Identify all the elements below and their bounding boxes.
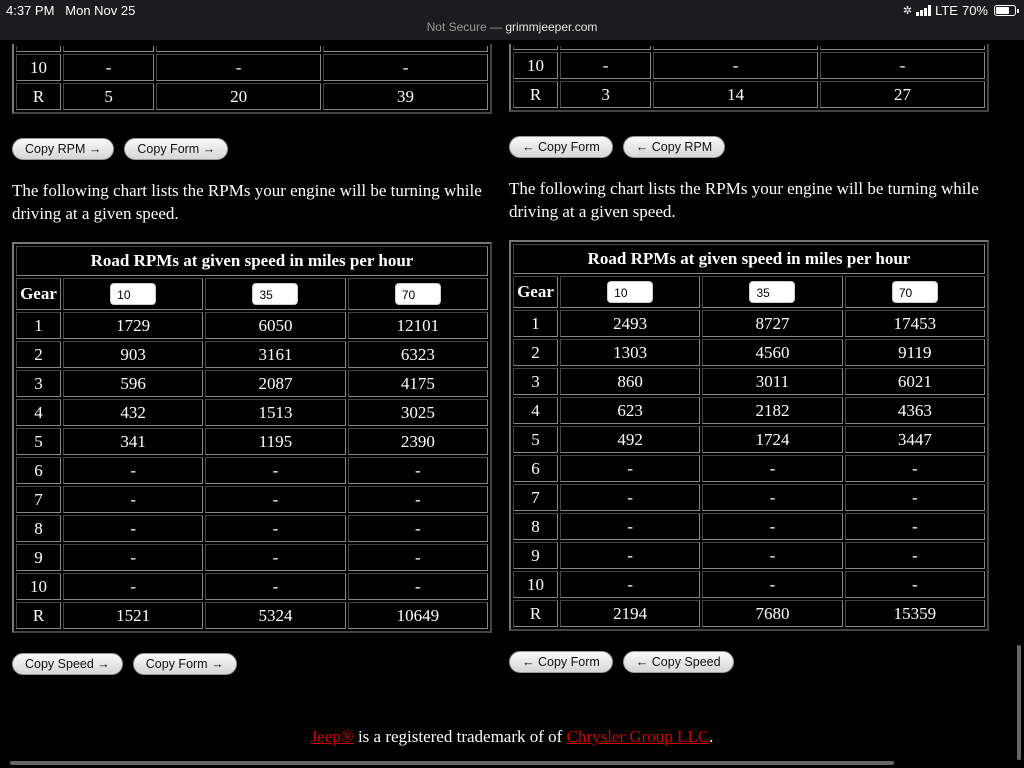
gear-cell: R [513, 81, 558, 108]
gear-cell: 9 [513, 542, 558, 569]
top-partial-table [509, 44, 989, 112]
table-row [16, 486, 488, 513]
value-cell: 1303 [560, 339, 700, 366]
footer-text: is a registered trademark of of [353, 727, 567, 746]
status-time [6, 3, 135, 18]
value-cell: - [63, 457, 203, 484]
value-cell: - [348, 457, 488, 484]
gear-cell: 4 [16, 399, 61, 426]
value-cell: - [63, 515, 203, 542]
table-row [513, 81, 985, 108]
security-label: Not Secure [426, 20, 487, 34]
copy-speed-button[interactable]: ← Copy Speed [623, 651, 734, 673]
table-row [513, 455, 985, 482]
table-body [16, 312, 488, 629]
gear-cell: 6 [16, 457, 61, 484]
value-cell: - [63, 573, 203, 600]
table-row [16, 573, 488, 600]
table-cell [156, 46, 321, 52]
value-cell: 6323 [348, 341, 488, 368]
footer-period: . [709, 727, 714, 746]
value-cell: - [205, 515, 345, 542]
value-cell: - [205, 573, 345, 600]
speed-input-2[interactable]: 35 [749, 281, 795, 303]
table-row [16, 457, 488, 484]
table-row [513, 542, 985, 569]
value-cell: 17453 [845, 310, 985, 337]
left-column [12, 40, 502, 675]
table-row [16, 312, 488, 339]
status-bar [0, 0, 1024, 40]
bottom-button-row [509, 651, 999, 673]
value-cell: 20 [156, 83, 321, 110]
value-cell: 903 [63, 341, 203, 368]
top-partial-table [12, 44, 492, 114]
gear-cell: R [16, 602, 61, 629]
table-row [16, 83, 488, 110]
table-row [16, 602, 488, 629]
gear-cell: 3 [513, 368, 558, 395]
url-separator: — [490, 20, 502, 34]
table-cell [63, 46, 154, 52]
value-cell: - [348, 486, 488, 513]
table-row [513, 571, 985, 598]
value-cell: - [702, 513, 842, 540]
road-rpm-table [12, 242, 492, 633]
top-button-row [12, 138, 502, 160]
table-row [513, 368, 985, 395]
value-cell: - [63, 544, 203, 571]
value-cell: - [205, 544, 345, 571]
value-cell: 2182 [702, 397, 842, 424]
gear-cell: 2 [16, 341, 61, 368]
speed-header [560, 276, 700, 308]
value-cell: - [702, 455, 842, 482]
vertical-scrollbar[interactable] [1017, 645, 1021, 760]
value-cell: - [845, 571, 985, 598]
table-row [513, 484, 985, 511]
top-button-row [509, 136, 999, 158]
table-cell [560, 46, 651, 50]
value-cell: - [845, 484, 985, 511]
value-cell: 3025 [348, 399, 488, 426]
table-row [513, 513, 985, 540]
value-cell: 623 [560, 397, 700, 424]
value-cell: - [156, 54, 321, 81]
speed-input-2[interactable]: 35 [252, 283, 298, 305]
value-cell: 2087 [205, 370, 345, 397]
value-cell: - [348, 515, 488, 542]
value-cell: 3447 [845, 426, 985, 453]
jeep-link[interactable]: Jeep® [310, 727, 354, 746]
loading-icon: ✲ [902, 5, 913, 17]
value-cell: 9119 [845, 339, 985, 366]
value-cell: 4363 [845, 397, 985, 424]
value-cell: 15359 [845, 600, 985, 627]
value-cell: - [653, 52, 818, 79]
speed-header [702, 276, 842, 308]
gear-cell: R [16, 83, 61, 110]
speed-input-1[interactable]: 10 [110, 283, 156, 305]
value-cell: 2194 [560, 600, 700, 627]
gear-cell: 5 [513, 426, 558, 453]
chart-description: The following chart lists the RPMs your engine will be turning while driving at a given speed. [12, 181, 482, 223]
copy-speed-button[interactable]: Copy Speed → [12, 653, 123, 675]
table-row [16, 428, 488, 455]
value-cell: - [845, 513, 985, 540]
value-cell: - [702, 571, 842, 598]
gear-cell: 8 [513, 513, 558, 540]
copy-form-button[interactable]: ← Copy Form [509, 651, 613, 673]
speed-header [348, 278, 488, 310]
bottom-button-row [12, 653, 502, 675]
table-header-row [513, 276, 985, 308]
value-cell: 6050 [205, 312, 345, 339]
table-title: Road RPMs at given speed in miles per hour [513, 244, 985, 274]
value-cell: - [702, 542, 842, 569]
value-cell: - [63, 54, 154, 81]
url-domain: grimmjeeper.com [505, 20, 598, 34]
speed-input-3[interactable]: 70 [395, 283, 441, 305]
gear-header: Gear [513, 276, 558, 308]
value-cell: 6021 [845, 368, 985, 395]
road-rpm-table [509, 240, 989, 631]
gear-cell: R [513, 600, 558, 627]
value-cell: - [560, 52, 651, 79]
value-cell: 4560 [702, 339, 842, 366]
gear-cell: 7 [16, 486, 61, 513]
gear-cell: 4 [513, 397, 558, 424]
table-row [16, 341, 488, 368]
value-cell: 8727 [702, 310, 842, 337]
gear-cell: 8 [16, 515, 61, 542]
clock-time: 4:37 PM [6, 3, 55, 18]
table-row [513, 339, 985, 366]
speed-header [845, 276, 985, 308]
table-row [513, 600, 985, 627]
value-cell: 1521 [63, 602, 203, 629]
value-cell: - [845, 542, 985, 569]
value-cell: 2390 [348, 428, 488, 455]
battery-icon [994, 5, 1016, 16]
value-cell: 7680 [702, 600, 842, 627]
clock-date: Mon Nov 25 [65, 3, 136, 18]
table-row [16, 46, 488, 52]
value-cell: 341 [63, 428, 203, 455]
network-label: LTE [935, 3, 958, 18]
gear-header: Gear [16, 278, 61, 310]
value-cell: 492 [560, 426, 700, 453]
value-cell: 1729 [63, 312, 203, 339]
value-cell: 2493 [560, 310, 700, 337]
gear-cell: 9 [16, 544, 61, 571]
status-indicators [903, 3, 1016, 18]
value-cell: 860 [560, 368, 700, 395]
value-cell: - [560, 484, 700, 511]
value-cell: 4175 [348, 370, 488, 397]
signal-icon [916, 5, 931, 16]
chart-description: The following chart lists the RPMs your engine will be turning while driving at a given speed. [509, 179, 979, 221]
table-title-row [513, 244, 985, 274]
gear-cell: 6 [513, 455, 558, 482]
table-title-row [16, 246, 488, 276]
value-cell: 1195 [205, 428, 345, 455]
table-row [16, 399, 488, 426]
table-body [513, 310, 985, 627]
value-cell: 14 [653, 81, 818, 108]
value-cell: 3161 [205, 341, 345, 368]
table-row [513, 46, 985, 50]
copy-form-button[interactable]: Copy Form → [133, 653, 237, 675]
value-cell: - [348, 573, 488, 600]
gear-cell: 1 [16, 312, 61, 339]
address-bar[interactable] [0, 20, 1024, 34]
copy-rpm-button[interactable]: ← Copy RPM [623, 136, 725, 158]
speed-header [205, 278, 345, 310]
table-header-row [16, 278, 488, 310]
table-row [16, 515, 488, 542]
gear-cell: 10 [16, 573, 61, 600]
value-cell: 596 [63, 370, 203, 397]
value-cell: 39 [323, 83, 488, 110]
value-cell: 3011 [702, 368, 842, 395]
table-row [16, 370, 488, 397]
value-cell: - [820, 52, 985, 79]
horizontal-scrollbar[interactable] [10, 761, 894, 765]
value-cell: 3 [560, 81, 651, 108]
value-cell: - [845, 455, 985, 482]
table-row [513, 310, 985, 337]
table-cell [513, 46, 558, 50]
value-cell: - [323, 54, 488, 81]
gear-cell: 7 [513, 484, 558, 511]
table-row [16, 544, 488, 571]
table-row [513, 426, 985, 453]
battery-percent: 70% [961, 3, 988, 18]
table-cell [653, 46, 818, 50]
value-cell: 1724 [702, 426, 842, 453]
value-cell: - [560, 542, 700, 569]
value-cell: - [205, 486, 345, 513]
value-cell: 5324 [205, 602, 345, 629]
gear-cell: 2 [513, 339, 558, 366]
value-cell: 12101 [348, 312, 488, 339]
table-row [513, 52, 985, 79]
gear-cell: 3 [16, 370, 61, 397]
footer [0, 727, 1024, 747]
value-cell: - [348, 544, 488, 571]
table-cell [323, 46, 488, 52]
value-cell: 1513 [205, 399, 345, 426]
copy-form-button[interactable]: ← Copy Form [509, 136, 613, 158]
value-cell: - [560, 455, 700, 482]
copy-form-button[interactable]: Copy Form → [124, 138, 228, 160]
value-cell: - [63, 486, 203, 513]
speed-input-3[interactable]: 70 [892, 281, 938, 303]
table-cell [820, 46, 985, 50]
gear-cell: 1 [513, 310, 558, 337]
right-column [509, 40, 999, 673]
value-cell: - [205, 457, 345, 484]
table-cell [16, 46, 61, 52]
table-title: Road RPMs at given speed in miles per hour [16, 246, 488, 276]
copy-rpm-button[interactable]: Copy RPM → [12, 138, 114, 160]
value-cell: 5 [63, 83, 154, 110]
table-row [16, 54, 488, 81]
gear-cell: 10 [513, 52, 558, 79]
value-cell: 27 [820, 81, 985, 108]
value-cell: - [560, 513, 700, 540]
value-cell: 432 [63, 399, 203, 426]
chrysler-link[interactable]: Chrysler Group LLC [566, 727, 710, 746]
value-cell: 10649 [348, 602, 488, 629]
speed-header [63, 278, 203, 310]
value-cell: - [702, 484, 842, 511]
gear-cell: 5 [16, 428, 61, 455]
speed-input-1[interactable]: 10 [607, 281, 653, 303]
gear-cell: 10 [513, 571, 558, 598]
table-row [513, 397, 985, 424]
gear-cell: 10 [16, 54, 61, 81]
value-cell: - [560, 571, 700, 598]
